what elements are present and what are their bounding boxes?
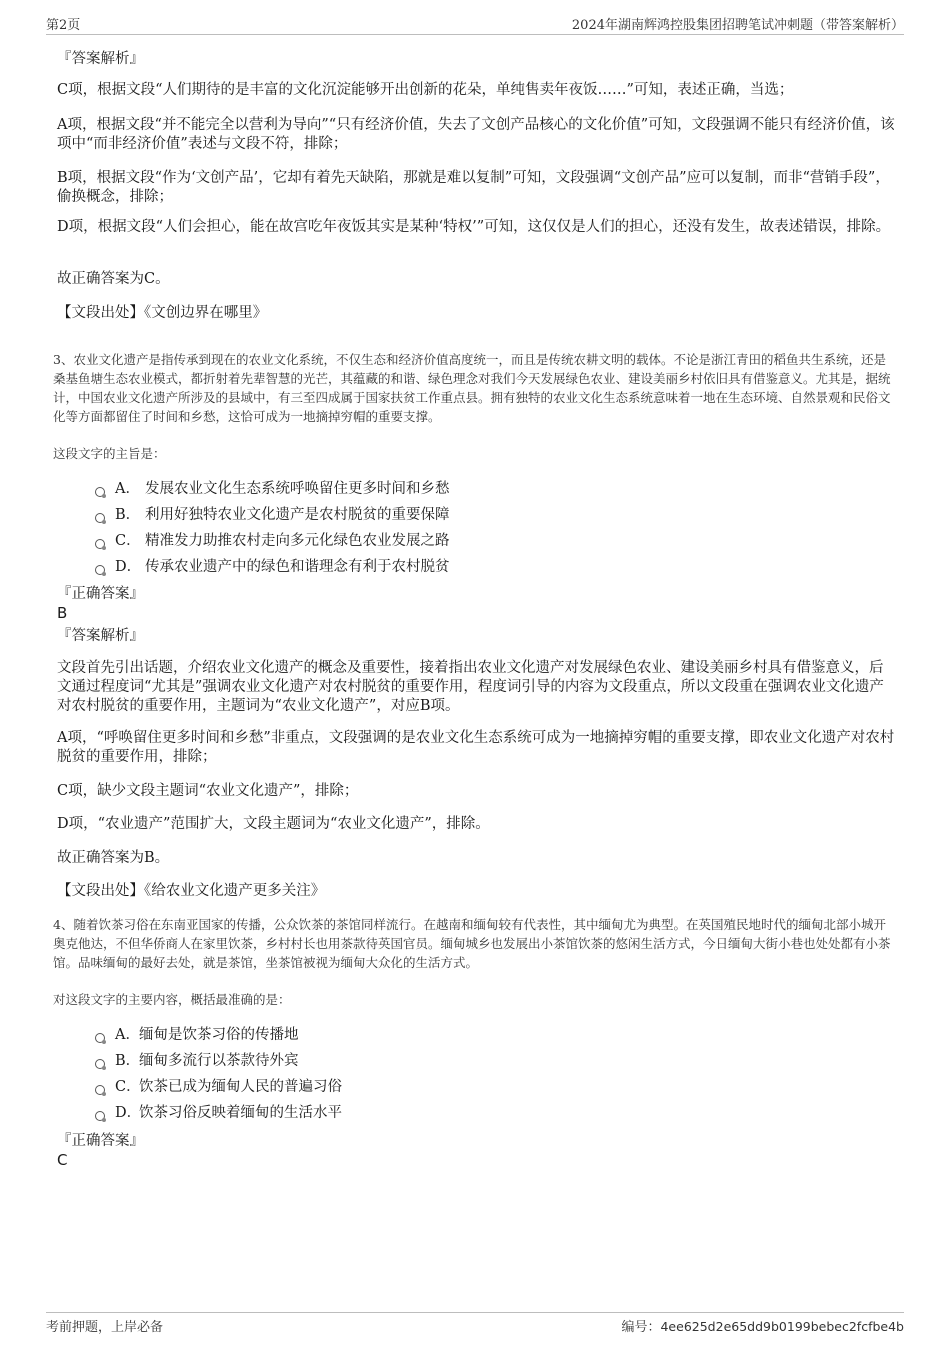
analysis-paragraph: B项，根据文段“作为‘文创产品’，它却有着先天缺陷，那就是难以复制”可知，文段强调“文创产品”应可以复制，而非“营销手段”，偷换概念，排除； [57,170,890,205]
question-stem: 4、随着饮茶习俗在东南亚国家的传播，公众饮茶的茶馆同样流行。在越南和缅甸较有代表性，其中缅甸尤为典型。在英国殖民地时代的缅甸北部小城开奥克他达，不但华侨商人在家里饮茶，乡村村长也用茶款待英国官员。缅甸城乡也发展出小茶馆饮茶的悠闲生活方式，今日缅甸大街小巷也处处都有小茶馆。品味缅甸的最好去处，就是茶馆，坐茶馆被视为缅甸大众化的生活方式。 [53,917,891,970]
radio-icon[interactable] [95,1085,105,1095]
analysis-paragraph: 文段首先引出话题，介绍农业文化遗产的概念及重要性，接着指出农业文化遗产对发展绿色农业、建设美丽乡村具有借鉴意义，后文通过程度词“尤其是”强调农业文化遗产对农村脱贫的重要作用，程度词引导的内容为文段重点，所以文段重在强调农业文化遗产对农村脱贫的重要作用，主题词为“农业文化遗产”，对应B项。 [57,660,884,714]
correct-answer: B [57,604,68,622]
option-letter: A． [115,1027,140,1043]
option-b[interactable] [95,506,450,525]
option-a[interactable] [95,480,450,499]
radio-icon[interactable] [95,1033,105,1043]
option-letter: C． [115,1079,141,1095]
correct-answer: C [57,1151,68,1169]
radio-icon[interactable] [95,513,105,523]
document-title: 2024年湖南辉鸿控股集团招聘笔试冲刺题（带答案解析） [571,18,904,33]
analysis-paragraph: A项，根据文段“并不能完全以营利为导向”“只有经济价值，失去了文创产品核心的文化价值”可知，文段强调不能只有经济价值，该项中“而非经济价值”表述与文段不符，排除； [57,117,895,152]
option-text: 饮茶已成为缅甸人民的普遍习俗 [139,1079,342,1095]
option-text: 精准发力助推农村走向多元化绿色农业发展之路 [145,533,450,549]
question-prompt: 这段文字的主旨是： [53,446,166,461]
option-text: 发展农业文化生态系统呼唤留住更多时间和乡愁 [145,481,450,497]
correct-answer-label: 『正确答案』 [57,586,144,602]
analysis-conclusion: 故正确答案为C。 [57,271,170,287]
document-code [621,1316,904,1335]
option-letter: D． [115,1105,142,1121]
option-c[interactable] [95,1078,342,1097]
option-text: 缅甸是饮茶习俗的传播地 [139,1027,299,1043]
radio-icon[interactable] [95,565,105,575]
page-number: 第2页 [46,18,81,33]
option-letter: C． [115,533,141,549]
page-footer [46,1312,904,1335]
analysis-paragraph: A项，“呼唤留住更多时间和乡愁”非重点，文段强调的是农业文化生态系统可成为一地摘掉穷帽的重要支撑，即农业文化遗产对农村脱贫的重要作用，排除； [57,730,895,765]
radio-icon[interactable] [95,539,105,549]
correct-answer-label: 『正确答案』 [57,1133,144,1149]
option-text: 饮茶习俗反映着缅甸的生活水平 [139,1105,342,1121]
code-value: 4ee625d2e65dd9b0199bebec2fcfbe4b [660,1319,904,1334]
option-text: 传承农业遗产中的绿色和谐理念有利于农村脱贫 [145,559,450,575]
code-label: 编号： [621,1320,661,1335]
option-letter: A． [115,481,140,497]
option-a[interactable] [95,1026,299,1045]
option-d[interactable] [95,558,450,577]
radio-icon[interactable] [95,1059,105,1069]
footer-slogan: 考前押题，上岸必备 [46,1320,164,1335]
option-c[interactable] [95,532,450,551]
analysis-paragraph: C项，根据文段“人们期待的是丰富的文化沉淀能够开出创新的花朵，单纯售卖年夜饭……”可知，表述正确，当选； [57,82,794,98]
analysis-paragraph: C项，缺少文段主题词“农业文化遗产”，排除； [57,783,359,799]
question-stem: 3、农业文化遗产是指传承到现在的农业文化系统，不仅生态和经济价值高度统一，而且是传统农耕文明的载体。不论是浙江青田的稻鱼共生系统，还是桑基鱼塘生态农业模式，都折射着先辈智慧的光芒，其蕴藏的和谐、绿色理念对我们今天发展绿色农业、建设美丽乡村依旧具有借鉴意义。尤其是，据统计，中国农业文化遗产所涉及的县域中，有三至四成属于国家扶贫工作重点县。拥有独特的农业文化生态系统意味着一地在生态环境、自然景观和民俗文化等方面都留住了时间和乡愁，这恰可成为一地摘掉穷帽的重要支撑。 [53,352,891,424]
option-letter: B． [115,507,141,523]
source-citation: 【文段出处】《给农业文化遗产更多关注》 [57,883,326,899]
option-d[interactable] [95,1104,342,1123]
source-citation: 【文段出处】《文创边界在哪里》 [57,305,268,321]
question-prompt: 对这段文字的主要内容，概括最准确的是： [53,992,291,1007]
radio-icon[interactable] [95,1111,105,1121]
option-letter: D． [115,559,142,575]
radio-icon[interactable] [95,487,105,497]
analysis-label: 『答案解析』 [57,628,144,644]
option-letter: B． [115,1053,141,1069]
option-text: 缅甸多流行以茶款待外宾 [139,1053,299,1069]
option-b[interactable] [95,1052,299,1071]
analysis-paragraph: D项，“农业遗产”范围扩大，文段主题词为“农业文化遗产”，排除。 [57,816,490,832]
analysis-label: 『答案解析』 [57,51,144,67]
analysis-paragraph: D项，根据文段“人们会担心，能在故宫吃年夜饭其实是某种‘特权’”可知，这仅仅是人们的担心，还没有发生，故表述错误，排除。 [57,219,891,235]
option-text: 利用好独特农业文化遗产是农村脱贫的重要保障 [145,507,450,523]
analysis-conclusion: 故正确答案为B。 [57,850,170,866]
